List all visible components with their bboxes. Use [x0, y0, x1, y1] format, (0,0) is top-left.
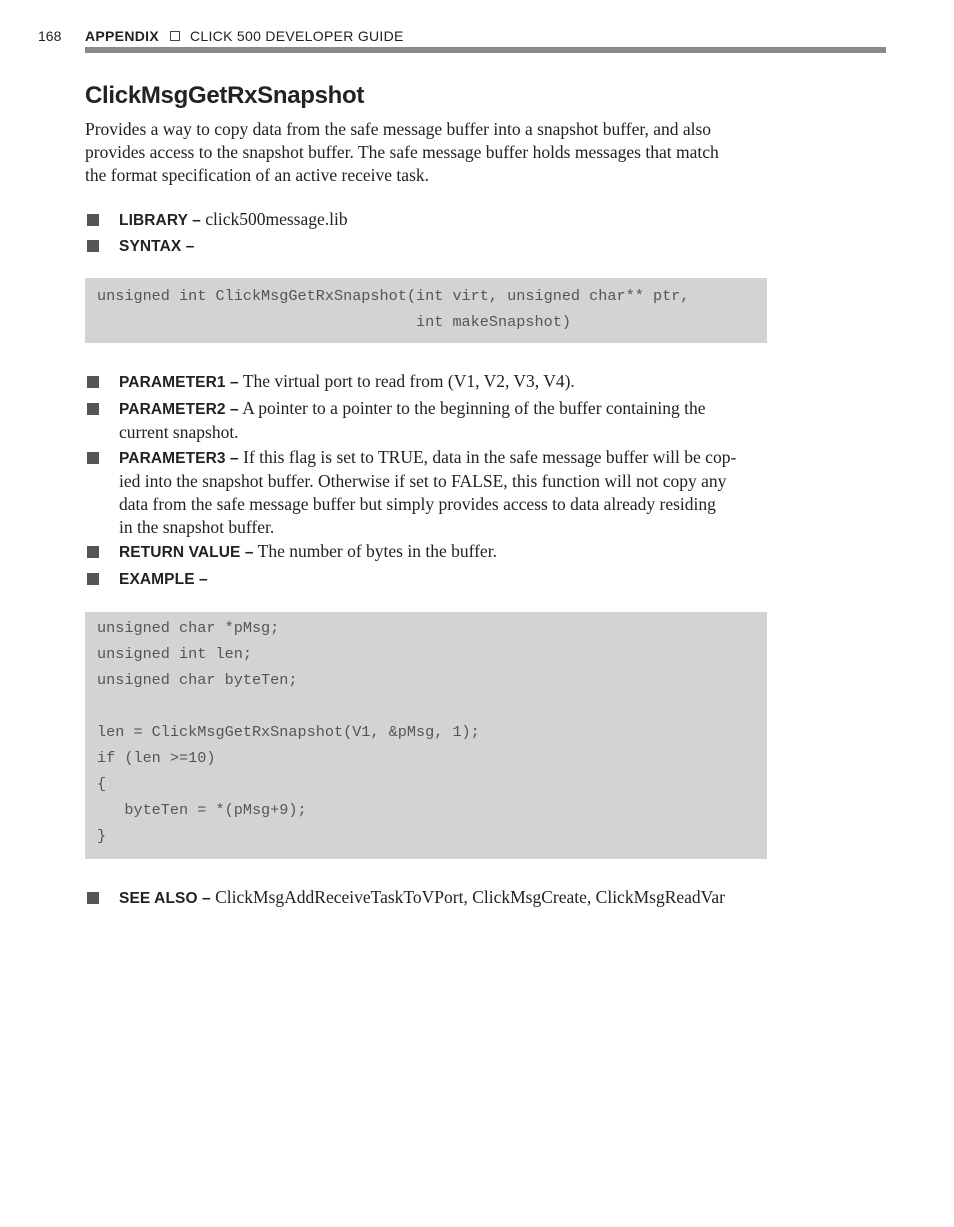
running-header — [38, 26, 886, 46]
bullet-square-icon — [87, 214, 99, 226]
intro-line: the format specification of an active receive task. — [85, 165, 430, 185]
see-also-item — [85, 886, 769, 910]
page-title: ClickMsgGetRxSnapshot — [85, 82, 365, 109]
code-line: } — [97, 827, 107, 845]
syntax-item — [85, 234, 769, 258]
bullet-square-icon — [87, 546, 99, 558]
library-value: click500message.lib — [205, 209, 348, 229]
see-also-label: SEE ALSO – — [119, 890, 211, 907]
parameter3-text-line: ied into the snapshot buffer. Otherwise if set to FALSE, this function will not copy any — [119, 471, 727, 491]
example-code-block — [85, 612, 767, 859]
code-line: unsigned char byteTen; — [97, 671, 298, 689]
parameter2-text-line: A pointer to a pointer to the beginning of the buffer containing the — [242, 398, 706, 418]
intro-line: provides access to the snapshot buffer. The safe message buffer holds messages that match — [85, 142, 719, 162]
section-label: APPENDIX — [85, 28, 159, 44]
page-number: 168 — [38, 28, 62, 44]
parameter1-label: PARAMETER1 – — [119, 374, 239, 391]
see-also-text: ClickMsgAddReceiveTaskToVPort, ClickMsgCreate, ClickMsgReadVar — [215, 887, 725, 907]
code-line: { — [97, 775, 107, 793]
code-line: unsigned int len; — [97, 645, 252, 663]
bullet-square-icon — [87, 892, 99, 904]
parameter1-text: The virtual port to read from (V1, V2, V3, V4). — [242, 371, 575, 391]
parameter3-label: PARAMETER3 – — [119, 450, 239, 467]
parameter2-item — [85, 397, 769, 444]
bullet-square-icon — [87, 573, 99, 585]
bullet-square-icon — [87, 452, 99, 464]
code-line: if (len >=10) — [97, 749, 216, 767]
return-value-text: The number of bytes in the buffer. — [257, 541, 497, 561]
intro-paragraph — [85, 118, 769, 187]
code-line — [97, 693, 767, 719]
parameter2-label: PARAMETER2 – — [119, 401, 239, 418]
library-item — [85, 208, 769, 232]
bullet-square-icon — [87, 403, 99, 415]
example-item — [85, 567, 769, 591]
bullet-square-icon — [87, 240, 99, 252]
parameter3-text-line: in the snapshot buffer. — [119, 517, 275, 537]
code-line: unsigned int ClickMsgGetRxSnapshot(int virt, unsigned char** ptr, — [97, 287, 690, 305]
return-value-item — [85, 540, 769, 564]
bullet-square-icon — [87, 376, 99, 388]
guide-title: CLICK 500 DEVELOPER GUIDE — [189, 28, 404, 44]
library-label: LIBRARY – — [119, 212, 201, 229]
syntax-label: SYNTAX – — [119, 238, 195, 255]
parameter3-text-line: data from the safe message buffer but simply provides access to data already residing — [119, 494, 716, 514]
example-label: EXAMPLE – — [119, 571, 208, 588]
parameter1-item — [85, 370, 769, 394]
syntax-code-block — [85, 278, 767, 343]
code-line: byteTen = *(pMsg+9); — [97, 801, 307, 819]
parameter3-item — [85, 446, 769, 539]
code-line: unsigned char *pMsg; — [97, 619, 280, 637]
parameter2-text-line: current snapshot. — [119, 422, 239, 442]
return-value-label: RETURN VALUE – — [119, 544, 254, 561]
intro-line: Provides a way to copy data from the safe message buffer into a snapshot buffer, and also — [85, 119, 712, 139]
square-separator-icon — [170, 31, 180, 41]
header-rule — [85, 47, 886, 53]
parameter3-text-line: If this flag is set to TRUE, data in the safe message buffer will be cop- — [243, 447, 737, 467]
code-line: int makeSnapshot) — [97, 313, 571, 331]
code-line: len = ClickMsgGetRxSnapshot(V1, &pMsg, 1); — [97, 723, 480, 741]
